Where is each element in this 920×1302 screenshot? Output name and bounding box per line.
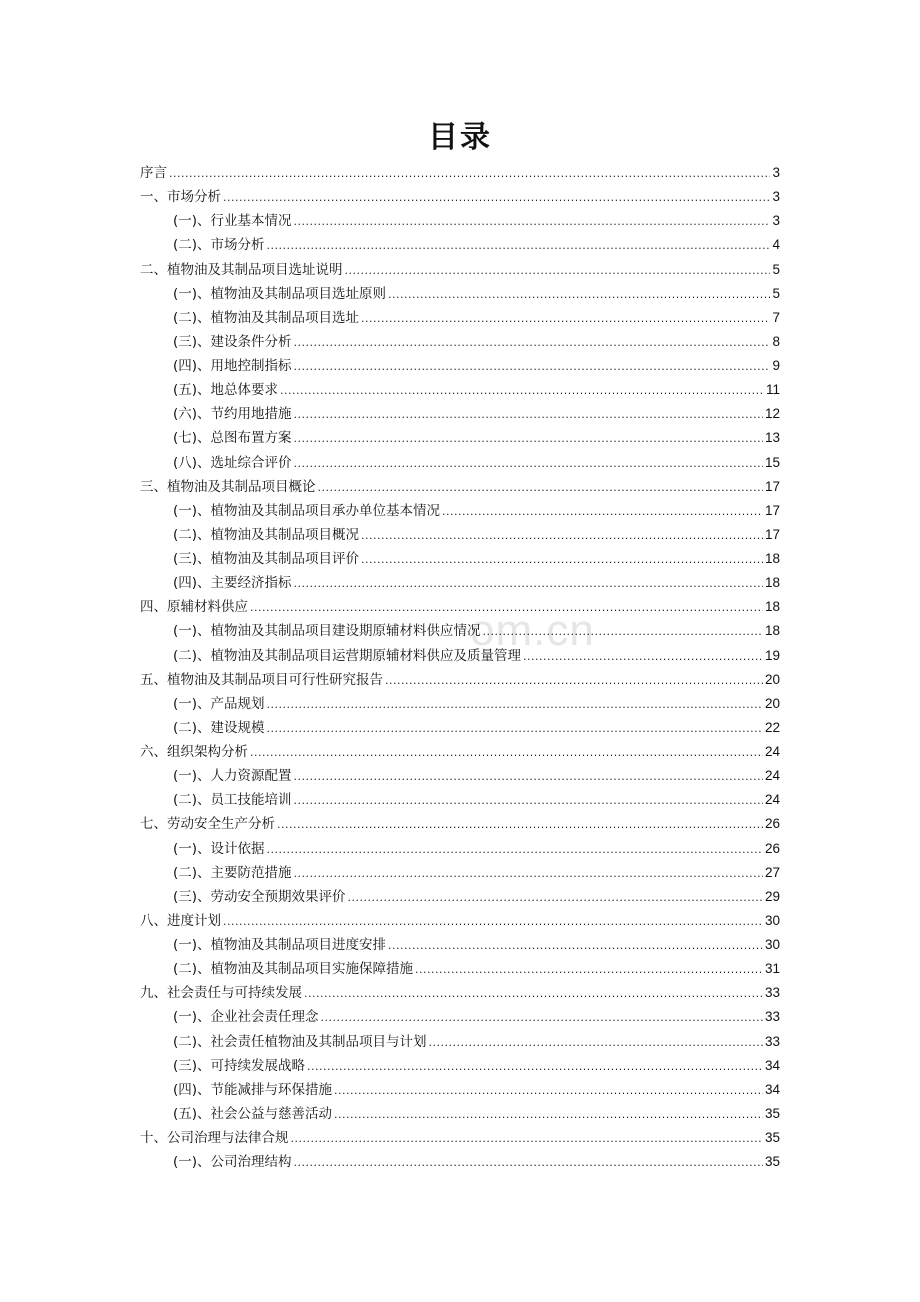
toc-entry-page: 5 — [772, 285, 780, 301]
toc-leader-dots — [294, 213, 771, 229]
toc-entry[interactable] — [140, 668, 780, 692]
toc-leader-dots — [250, 744, 763, 760]
toc-entry[interactable] — [140, 306, 780, 330]
toc-entry-page: 31 — [764, 961, 780, 977]
toc-entry-label: (一)、植物油及其制品项目承办单位基本情况 — [173, 502, 441, 519]
toc-leader-dots — [294, 865, 763, 881]
toc-entry-page: 3 — [772, 165, 780, 180]
toc-entry-label: 四、原辅材料供应 — [140, 599, 248, 616]
toc-entry-label: 十、公司治理与法律合规 — [140, 1130, 289, 1146]
toc-entry[interactable] — [140, 981, 780, 1005]
toc-entry-label: (五)、地总体要求 — [173, 382, 279, 399]
toc-leader-dots — [385, 672, 763, 688]
toc-leader-dots — [223, 913, 763, 929]
toc-entry-label: 三、植物油及其制品项目概论 — [140, 478, 316, 495]
toc-entry[interactable] — [140, 402, 780, 426]
toc-leader-dots — [523, 648, 763, 664]
toc-entry-page: 30 — [764, 937, 780, 952]
toc-leader-dots — [345, 262, 771, 278]
toc-entry-label: 五、植物油及其制品项目可行性研究报告 — [140, 671, 383, 688]
toc-entry-page: 20 — [764, 671, 780, 687]
toc-entry-page: 34 — [764, 1081, 780, 1097]
toc-entry-label: (一)、植物油及其制品项目进度安排 — [173, 937, 387, 953]
toc-leader-dots — [334, 1106, 763, 1122]
toc-entry[interactable] — [140, 692, 780, 716]
toc-entry[interactable] — [140, 861, 780, 885]
toc-entry-label: (二)、员工技能培训 — [173, 792, 292, 809]
toc-entry-label: (二)、植物油及其制品项目实施保障措施 — [173, 961, 414, 978]
toc-entry-label: (二)、植物油及其制品项目选址 — [173, 309, 360, 326]
toc-entry[interactable] — [140, 354, 780, 378]
toc-leader-dots — [361, 551, 763, 567]
toc-leader-dots — [348, 889, 763, 905]
toc-leader-dots — [294, 1154, 763, 1170]
toc-entry-page: 8 — [772, 333, 780, 349]
toc-entry-label: (四)、节能减排与环保措施 — [173, 1081, 333, 1098]
toc-entry-page: 13 — [764, 430, 780, 446]
watermark: om.cn — [470, 606, 595, 655]
toc-entry-page: 29 — [764, 888, 780, 904]
toc-entry-page: 11 — [765, 382, 780, 398]
toc-leader-dots — [294, 792, 763, 808]
toc-entry-page: 33 — [764, 985, 780, 1001]
toc-entry-label: (二)、市场分析 — [173, 237, 265, 254]
toc-entry-page: 7 — [772, 309, 780, 325]
toc-entry-page: 27 — [764, 864, 780, 880]
toc-entry[interactable] — [140, 475, 780, 499]
toc-entry-page: 17 — [764, 526, 780, 542]
toc-leader-dots — [361, 527, 763, 543]
toc-entry[interactable] — [140, 933, 780, 957]
toc-entry-label: (八)、选址综合评价 — [173, 454, 292, 471]
toc-leader-dots — [169, 165, 770, 181]
toc-entry-page: 18 — [764, 575, 780, 591]
toc-entry-page: 18 — [764, 551, 780, 566]
toc-entry[interactable] — [140, 547, 780, 571]
toc-entry[interactable] — [140, 258, 780, 282]
toc-entry-page: 18 — [764, 623, 780, 639]
toc-entry-label: 九、社会责任与可持续发展 — [140, 985, 302, 1002]
toc-entry-page: 17 — [764, 478, 780, 494]
toc-entry-label: (一)、植物油及其制品项目建设期原辅材料供应情况 — [173, 623, 481, 640]
toc-entry-label: 八、进度计划 — [140, 912, 221, 929]
toc-entry[interactable] — [140, 571, 780, 595]
toc-entry-page: 5 — [772, 261, 780, 277]
toc-entry-label: (三)、可持续发展战略 — [173, 1057, 306, 1074]
toc-entry[interactable] — [140, 837, 780, 861]
toc-leader-dots — [361, 310, 770, 326]
toc-entry-page: 30 — [764, 912, 780, 928]
toc-entry-label: (五)、社会公益与慈善活动 — [173, 1105, 333, 1122]
toc-entry[interactable] — [140, 499, 780, 523]
toc-entry[interactable] — [140, 595, 780, 619]
toc-entry-label: (二)、主要防范措施 — [173, 864, 292, 881]
toc-leader-dots — [291, 1130, 763, 1146]
toc-entry[interactable] — [140, 644, 780, 668]
toc-leader-dots — [277, 816, 763, 832]
toc-entry[interactable] — [140, 1102, 780, 1126]
toc-entry[interactable] — [140, 1150, 780, 1174]
toc-entry-label: 六、组织架构分析 — [140, 744, 248, 760]
toc-entry-page: 18 — [764, 599, 780, 615]
toc-entry-label: (七)、总图布置方案 — [173, 430, 292, 447]
toc-entry-label: (一)、产品规划 — [173, 695, 265, 712]
toc-entry-page: 3 — [772, 213, 780, 229]
toc-leader-dots — [250, 599, 763, 615]
toc-entry-page: 20 — [764, 695, 780, 711]
toc-entry[interactable] — [140, 161, 780, 185]
toc-leader-dots — [304, 985, 763, 1001]
toc-entry-page: 17 — [764, 502, 780, 518]
toc-entry[interactable] — [140, 1030, 780, 1054]
toc-entry-page: 12 — [764, 406, 780, 422]
toc-leader-dots — [294, 768, 763, 784]
toc-entry-label: (三)、劳动安全预期效果评价 — [173, 888, 346, 905]
page-title: 目录 — [428, 120, 492, 155]
toc-entry-label: (一)、植物油及其制品项目选址原则 — [173, 285, 387, 302]
toc-leader-dots — [223, 189, 770, 205]
toc-entry-label: (一)、企业社会责任理念 — [173, 1009, 319, 1026]
toc-leader-dots — [294, 455, 763, 471]
toc-entry[interactable] — [140, 451, 780, 475]
toc-entry[interactable] — [140, 330, 780, 354]
toc-entry-page: 35 — [764, 1154, 780, 1170]
toc-entry-page: 19 — [764, 647, 780, 663]
toc-entry[interactable] — [140, 909, 780, 933]
toc-entry[interactable] — [140, 378, 780, 402]
toc-entry[interactable] — [140, 1054, 780, 1078]
toc-entry-label: (四)、用地控制指标 — [173, 358, 292, 374]
toc-entry-label: (三)、植物油及其制品项目评价 — [173, 551, 360, 567]
toc-leader-dots — [267, 237, 771, 253]
toc-entry[interactable] — [140, 1126, 780, 1150]
toc-entry-label: (六)、节约用地措施 — [173, 406, 292, 423]
toc-entry[interactable] — [140, 812, 780, 836]
toc-entry-page: 34 — [764, 1057, 780, 1073]
toc-leader-dots — [294, 334, 771, 350]
toc-entry-label: (一)、人力资源配置 — [173, 768, 292, 785]
toc-entry[interactable] — [140, 885, 780, 909]
toc-entry[interactable] — [140, 716, 780, 740]
toc-leader-dots — [267, 696, 763, 712]
toc-entry[interactable] — [140, 764, 780, 788]
toc-leader-dots — [294, 406, 763, 422]
toc-entry[interactable] — [140, 523, 780, 547]
toc-entry-page: 35 — [764, 1130, 780, 1145]
toc-leader-dots — [483, 623, 763, 639]
toc-entry[interactable] — [140, 1078, 780, 1102]
toc-entry-page: 4 — [772, 237, 780, 253]
toc-leader-dots — [267, 841, 763, 857]
toc-entry-page: 26 — [764, 840, 780, 856]
toc-entry[interactable] — [140, 233, 780, 257]
toc-entry-page: 24 — [764, 792, 780, 808]
toc-entry[interactable] — [140, 740, 780, 764]
toc-leader-dots — [388, 286, 770, 302]
toc-leader-dots — [280, 382, 764, 398]
toc-entry-label: 一、市场分析 — [140, 189, 221, 206]
toc-entry-label: (二)、植物油及其制品项目概况 — [173, 526, 360, 543]
toc-entry[interactable] — [140, 209, 780, 233]
toc-entry[interactable] — [140, 1005, 780, 1029]
toc-leader-dots — [294, 358, 771, 374]
toc-entry[interactable] — [140, 282, 780, 306]
toc-entry-page: 26 — [764, 816, 780, 832]
toc-entry-label: (二)、植物油及其制品项目运营期原辅材料供应及质量管理 — [173, 647, 522, 664]
toc-entry-label: (三)、建设条件分析 — [173, 333, 292, 350]
toc-entry-label: (二)、建设规模 — [173, 719, 265, 736]
toc-entry[interactable] — [140, 426, 780, 450]
toc-entry-page: 24 — [764, 744, 780, 759]
toc-leader-dots — [294, 575, 763, 591]
toc-entry[interactable] — [140, 788, 780, 812]
toc-entry-page: 33 — [764, 1033, 780, 1049]
toc-entry-label: 序言 — [140, 165, 167, 181]
toc-entry-label: 二、植物油及其制品项目选址说明 — [140, 261, 343, 278]
toc-entry-label: (二)、社会责任植物油及其制品项目与计划 — [173, 1033, 427, 1050]
toc-leader-dots — [334, 1082, 763, 1098]
toc-entry-label: (一)、公司治理结构 — [173, 1154, 292, 1171]
toc-entry-page: 15 — [764, 454, 780, 470]
toc-leader-dots — [318, 479, 763, 495]
toc-entry-page: 24 — [764, 768, 780, 784]
toc-leader-dots — [267, 720, 763, 736]
toc-leader-dots — [442, 503, 763, 519]
toc-entry[interactable] — [140, 619, 780, 643]
toc-leader-dots — [321, 1009, 763, 1025]
toc-entry-page: 9 — [772, 358, 780, 373]
toc-entry-page: 33 — [764, 1009, 780, 1025]
toc-entry-label: (四)、主要经济指标 — [173, 575, 292, 592]
table-of-contents — [140, 161, 780, 1174]
toc-entry-page: 35 — [764, 1105, 780, 1121]
toc-entry-page: 3 — [772, 189, 780, 205]
toc-entry-label: (一)、行业基本情况 — [173, 213, 292, 230]
toc-leader-dots — [307, 1058, 763, 1074]
toc-entry[interactable] — [140, 185, 780, 209]
toc-entry[interactable] — [140, 957, 780, 981]
toc-entry-label: (一)、设计依据 — [173, 840, 265, 857]
toc-leader-dots — [415, 961, 763, 977]
toc-leader-dots — [294, 430, 763, 446]
toc-entry-page: 22 — [764, 719, 780, 735]
toc-leader-dots — [429, 1034, 763, 1050]
toc-leader-dots — [388, 937, 763, 953]
toc-entry-label: 七、劳动安全生产分析 — [140, 816, 275, 833]
